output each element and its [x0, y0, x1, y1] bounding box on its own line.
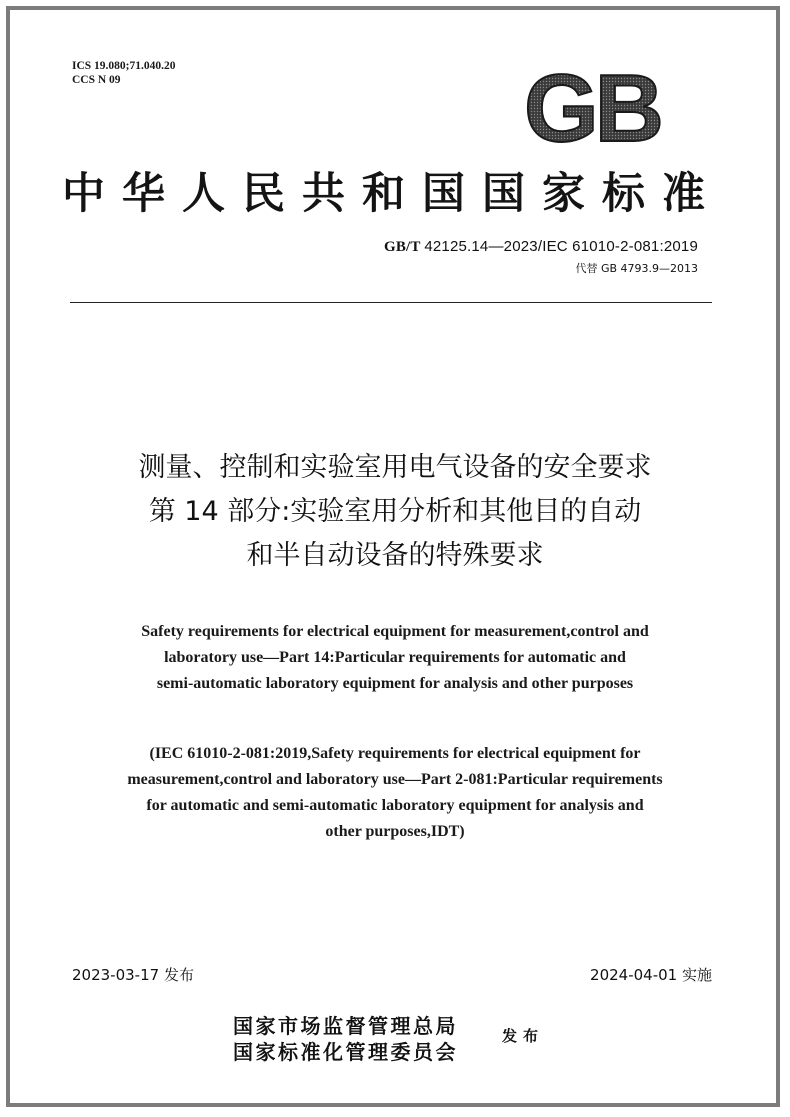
replaces-note: 代替 GB 4793.9—2013: [575, 262, 698, 275]
english-title-line-1: Safety requirements for electrical equipment for measurement,control and: [141, 623, 649, 640]
adoption-line-4: other purposes,IDT): [325, 823, 465, 840]
national-standard-title-text: 中华人民共和国国家标准: [62, 169, 722, 219]
english-title-line-3: semi-automatic laboratory equipment for analysis and other purposes: [156, 675, 634, 692]
chinese-title: [40, 446, 750, 578]
chinese-title-line-1: 测量、控制和实验室用电气设备的安全要求: [138, 452, 652, 483]
header-divider: [70, 302, 712, 303]
english-title-line-2: laboratory use—Part 14:Particular requirements for automatic and: [164, 649, 626, 666]
gb-logo: [512, 68, 672, 148]
issuer-line-2: 国家标准化管理委员会: [233, 1040, 458, 1064]
issue-date: 2023-03-17 发布: [72, 966, 194, 984]
classification-codes: [72, 59, 176, 87]
adoption-statement: [55, 741, 735, 845]
standard-number-text: 42125.14—2023/IEC 61010-2-081:2019: [424, 238, 698, 255]
chinese-title-line-2: 第 14 部分:实验室用分析和其他目的自动: [148, 496, 642, 527]
issuer-line-1: 国家市场监督管理总局: [233, 1014, 458, 1038]
english-title: [55, 619, 735, 697]
national-standard-title: [62, 166, 728, 222]
ccs-code: CCS N 09: [72, 74, 121, 86]
adoption-line-3: for automatic and semi-automatic laboratory equipment for analysis and: [146, 797, 644, 814]
ics-code: ICS 19.080;71.040.20: [72, 60, 176, 72]
chinese-title-line-3: 和半自动设备的特殊要求: [246, 540, 544, 571]
adoption-line-2: measurement,control and laboratory use—Part 2-081:Particular requirements: [127, 771, 663, 788]
standard-number: [384, 237, 698, 257]
adoption-line-1: (IEC 61010-2-081:2019,Safety requirements for electrical equipment for: [149, 745, 641, 762]
gb-logo-text: GB: [524, 68, 660, 148]
standard-prefix: GB/T: [383, 239, 425, 255]
implementation-date: 2024-04-01 实施: [590, 966, 712, 984]
issuing-authorities: [233, 1013, 458, 1065]
publish-label: 发布: [502, 1027, 545, 1045]
